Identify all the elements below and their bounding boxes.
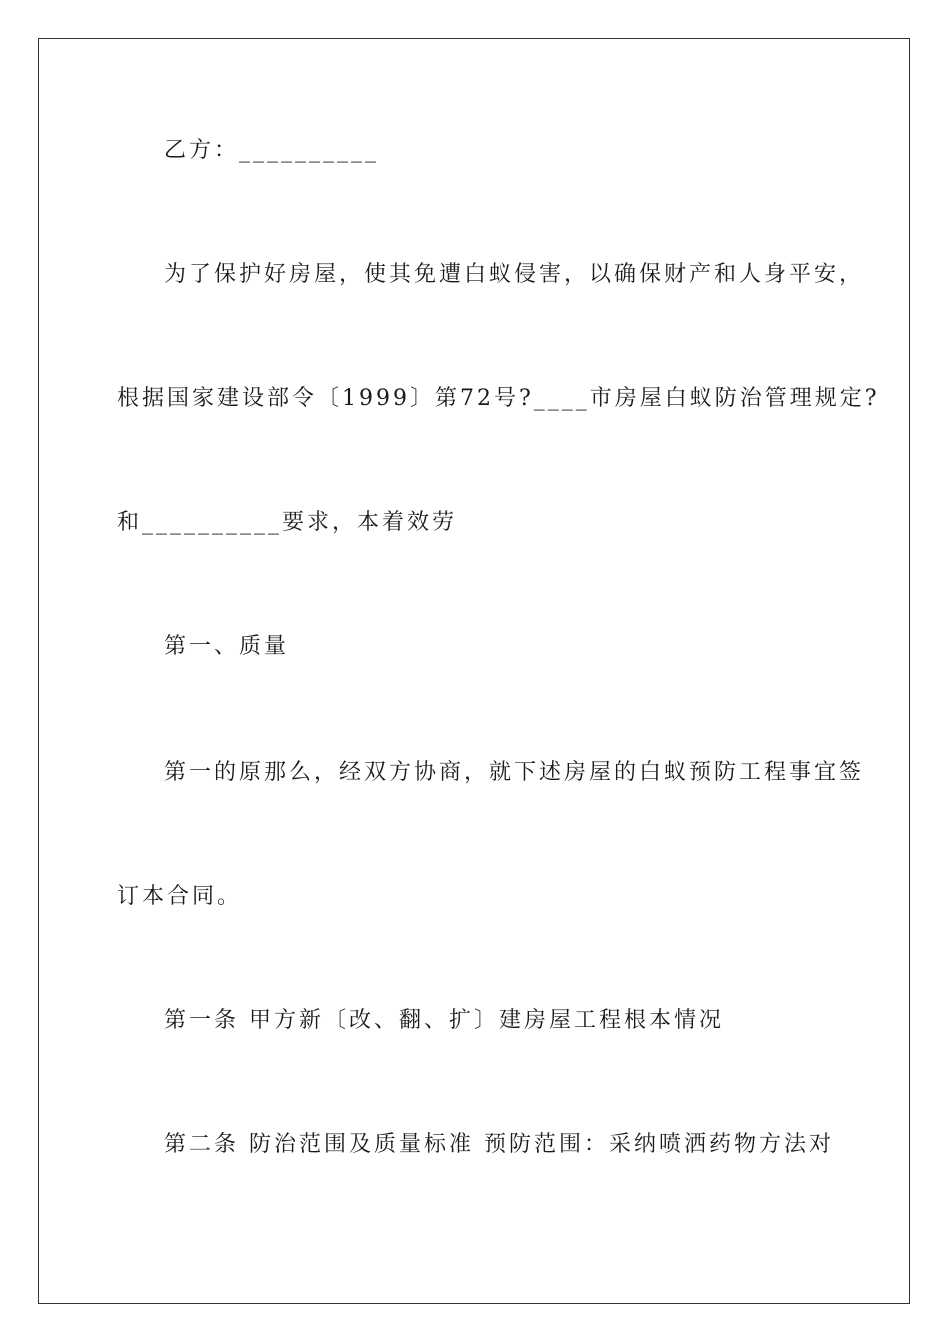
paragraph-line: 为了保护好房屋，使其免遭白蚁侵害，以确保财产和人身平安， (164, 262, 865, 287)
paragraph-line: 第一的原那么，经双方协商，就下述房屋的白蚁预防工程事宜签 (164, 760, 865, 785)
article-heading: 第二条 防治范围及质量标准 预防范围：采纳喷洒药物方法对 (164, 1132, 834, 1157)
paragraph-line: 根据国家建设部令〔1999〕第72号?____市房屋白蚁防治管理规定? (117, 386, 880, 411)
paragraph-line: 订本合同。 (117, 884, 243, 909)
paragraph-line: 第一、质量 (164, 634, 290, 659)
party-b-line: 乙方：__________ (164, 138, 380, 163)
page-border (38, 38, 910, 1304)
paragraph-line: 和__________要求，本着效劳 (117, 510, 458, 535)
article-heading: 第一条 甲方新〔改、翻、扩〕建房屋工程根本情况 (164, 1008, 724, 1033)
